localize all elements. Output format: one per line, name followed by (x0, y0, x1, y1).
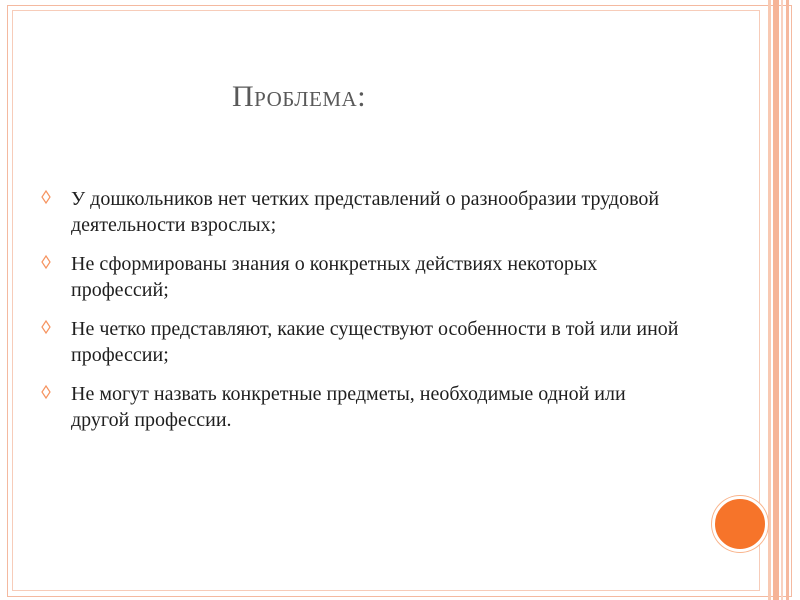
diamond-bullet-icon (40, 253, 54, 271)
bullet-item (40, 186, 680, 238)
decorative-stripe (786, 0, 789, 600)
diamond-bullet-icon (40, 188, 54, 206)
diamond-bullet-icon (40, 383, 54, 401)
bullet-item (40, 316, 680, 368)
bullet-item (40, 381, 680, 433)
bullet-list (40, 186, 680, 446)
bullet-text: Не могут назвать конкретные предметы, необходимые одной или другой профессии. (71, 383, 626, 431)
decorative-stripe (768, 0, 771, 600)
decorative-stripe (781, 0, 783, 600)
bullet-text: Не четко представляют, какие существуют особенности в той или иной профессии; (71, 318, 679, 366)
bullet-item (40, 251, 680, 303)
slide-title: Проблема: (232, 80, 367, 113)
diamond-bullet-icon (40, 318, 54, 336)
bullet-text: Не сформированы знания о конкретных действиях некоторых профессий; (71, 253, 598, 301)
decorative-stripe (773, 0, 779, 600)
bullet-text: У дошкольников нет четких представлений о разнообразии трудовой деятельности взрослых; (71, 188, 660, 236)
decorative-circle (712, 496, 768, 552)
